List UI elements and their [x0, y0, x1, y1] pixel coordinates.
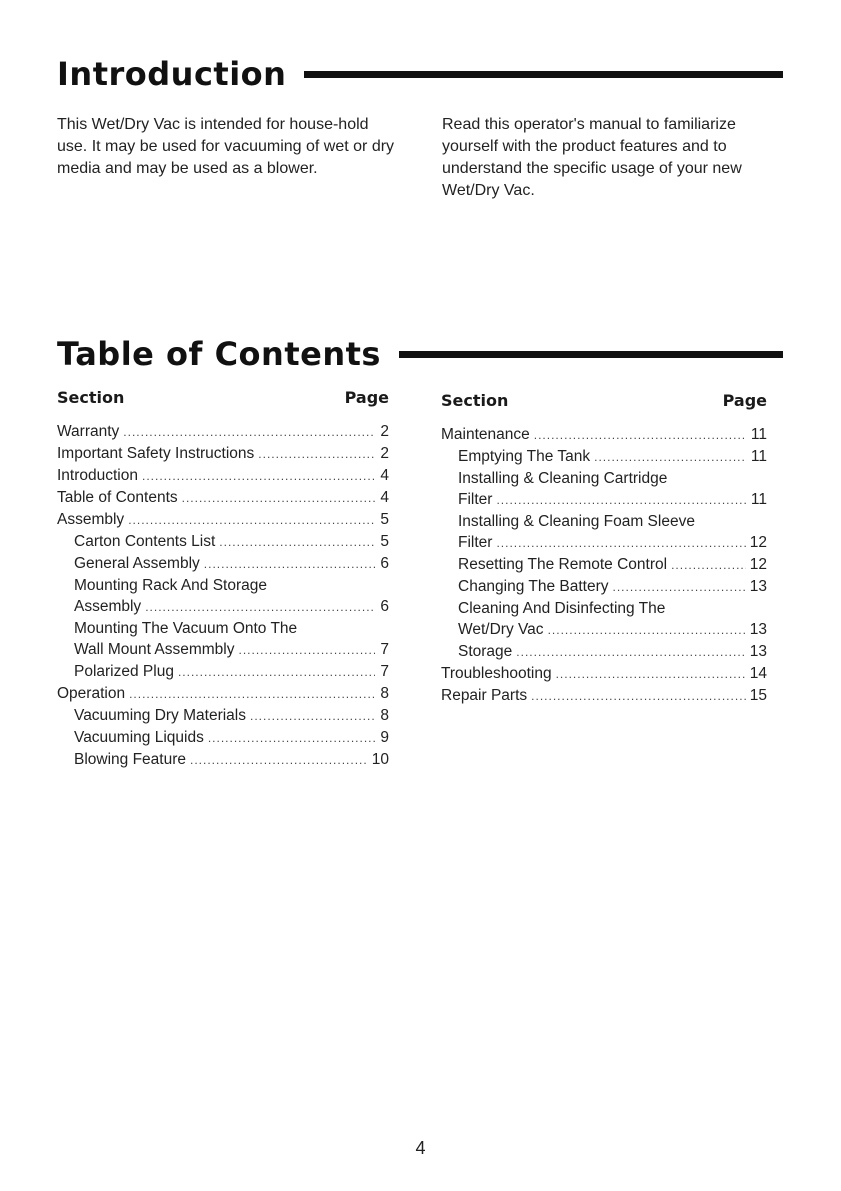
- dot-leader: [129, 684, 375, 705]
- toc-entry-label: Operation: [57, 685, 126, 702]
- toc-entry: [441, 685, 767, 707]
- dot-leader: [219, 532, 375, 553]
- toc-entry-label: Emptying The Tank: [458, 448, 591, 465]
- toc-entry: [441, 424, 767, 446]
- dot-leader: [178, 662, 375, 683]
- toc-entry-label: Installing & Cleaning Foam Sleeve: [458, 513, 695, 530]
- dot-leader: [182, 488, 375, 509]
- section-label: Section: [441, 391, 509, 410]
- toc-entry: [441, 619, 767, 641]
- dot-leader: [123, 422, 375, 443]
- toc-entry-label: Assembly: [57, 511, 125, 528]
- toc-entry-page: 12: [749, 534, 767, 551]
- toc-entry-page: 4: [380, 489, 389, 506]
- toc-entry: [57, 618, 389, 639]
- introduction-heading: [57, 55, 783, 93]
- toc-entry-page: 5: [380, 533, 389, 550]
- toc-entry: [441, 598, 767, 619]
- page-label: Page: [722, 391, 767, 410]
- toc-entry: [57, 749, 389, 771]
- toc-entry-page: 6: [380, 598, 389, 615]
- toc-entry-page: 7: [380, 641, 389, 658]
- toc-entry-label: Storage: [458, 643, 513, 660]
- toc-entry-label: Warranty: [57, 423, 120, 440]
- dot-leader: [258, 444, 375, 465]
- dot-leader: [534, 425, 747, 446]
- toc-entry-label: Cleaning And Disinfecting The: [458, 600, 666, 617]
- toc-entry-page: 11: [750, 491, 767, 508]
- toc-entry-label: Vacuuming Dry Materials: [74, 707, 246, 724]
- dot-leader: [204, 554, 375, 575]
- toc-entry-label: Troubleshooting: [441, 665, 552, 682]
- toc-heading: [57, 335, 783, 373]
- dot-leader: [548, 620, 746, 641]
- dot-leader: [250, 706, 375, 727]
- toc-entry-label: Wet/Dry Vac: [458, 621, 544, 638]
- toc-entry: [441, 532, 767, 554]
- toc-entry-label: Changing The Battery: [458, 578, 609, 595]
- toc-entry: [441, 489, 767, 511]
- toc-title: Table of Contents: [57, 335, 381, 373]
- toc-entry-label: Blowing Feature: [74, 751, 187, 768]
- toc-entry: [57, 553, 389, 575]
- section-label: Section: [57, 388, 125, 407]
- toc-entry: [57, 575, 389, 596]
- toc-entry: [57, 421, 389, 443]
- dot-leader: [613, 577, 746, 598]
- toc-entries: [57, 421, 389, 771]
- toc-entry-label: Assembly: [74, 598, 142, 615]
- introduction-title: Introduction: [57, 55, 287, 93]
- dot-leader: [671, 555, 746, 576]
- toc-entry: [441, 663, 767, 685]
- toc-entry: [57, 661, 389, 683]
- dot-leader: [496, 533, 745, 554]
- toc-column-header: [441, 391, 767, 410]
- toc-entry-page: 10: [371, 751, 389, 768]
- toc-entry-page: 11: [750, 426, 767, 443]
- dot-leader: [496, 490, 746, 511]
- toc-entry: [441, 576, 767, 598]
- toc-entry-label: Filter: [458, 534, 493, 551]
- toc-entry: [57, 509, 389, 531]
- dot-leader: [531, 686, 746, 707]
- toc-entry: [57, 487, 389, 509]
- toc-entry: [57, 465, 389, 487]
- toc-entry-page: 8: [380, 685, 389, 702]
- toc-entry-label: Introduction: [57, 467, 138, 484]
- toc-entry-page: 14: [749, 665, 767, 682]
- toc-entry: [441, 446, 767, 468]
- toc-entry-page: 13: [749, 578, 767, 595]
- heading-rule: [399, 351, 783, 358]
- toc-entry: [441, 468, 767, 489]
- toc-entry: [57, 727, 389, 749]
- toc-entry-label: Resetting The Remote Control: [458, 556, 668, 573]
- dot-leader: [142, 466, 375, 487]
- toc-entries: [441, 424, 767, 707]
- toc-entry-label: Vacuuming Liquids: [74, 729, 204, 746]
- toc-entry: [57, 705, 389, 727]
- toc-entry-label: Wall Mount Assemmbly: [74, 641, 235, 658]
- toc-column-right: [441, 391, 767, 707]
- dot-leader: [516, 642, 745, 663]
- toc-entry-label: Filter: [458, 491, 493, 508]
- toc-entry: [57, 683, 389, 705]
- toc-entry-page: 5: [380, 511, 389, 528]
- toc-entry-page: 7: [380, 663, 389, 680]
- toc-entry: [441, 641, 767, 663]
- dot-leader: [239, 640, 376, 661]
- intro-text-right: Read this operator's manual to familiarize yourself with the product features and to understand the specific usage of your new Wet/Dry Vac.: [442, 116, 742, 199]
- dot-leader: [145, 597, 375, 618]
- dot-leader: [594, 447, 747, 468]
- toc-entry: [441, 554, 767, 576]
- toc-entry-label: Maintenance: [441, 426, 530, 443]
- toc-entry-page: 12: [749, 556, 767, 573]
- toc-entry-page: 11: [750, 448, 767, 465]
- page-number: 4: [415, 1138, 426, 1158]
- toc-entry-label: Mounting Rack And Storage: [74, 577, 268, 594]
- toc-entry-page: 13: [749, 643, 767, 660]
- toc-entry: [57, 443, 389, 465]
- dot-leader: [128, 510, 375, 531]
- toc-entry-page: 4: [380, 467, 389, 484]
- toc-entry-page: 8: [380, 707, 389, 724]
- toc-entry-page: 2: [380, 423, 389, 440]
- toc-entry: [441, 511, 767, 532]
- toc-entry: [57, 596, 389, 618]
- toc-entry-page: 9: [380, 729, 389, 746]
- toc-entry-page: 2: [380, 445, 389, 462]
- dot-leader: [208, 728, 375, 749]
- toc-entry: [57, 639, 389, 661]
- toc-entry-label: Carton Contents List: [74, 533, 216, 550]
- toc-entry-label: General Assembly: [74, 555, 200, 572]
- heading-rule: [304, 71, 783, 78]
- toc-entry-label: Polarized Plug: [74, 663, 174, 680]
- toc-entry-label: Installing & Cleaning Cartridge: [458, 470, 668, 487]
- toc-entry-page: 15: [749, 687, 767, 704]
- toc-entry-label: Mounting The Vacuum Onto The: [74, 620, 298, 637]
- toc-entry-label: Important Safety Instructions: [57, 445, 255, 462]
- toc-column-left: [57, 388, 389, 771]
- toc-entry-page: 6: [380, 555, 389, 572]
- toc-column-header: [57, 388, 389, 407]
- toc-entry-page: 13: [749, 621, 767, 638]
- dot-leader: [556, 664, 746, 685]
- intro-text-left: This Wet/Dry Vac is intended for house-hold use. It may be used for vacuuming of wet or dry media and may be used as a blower.: [57, 116, 395, 177]
- toc-entry-label: Table of Contents: [57, 489, 178, 506]
- toc-entry: [57, 531, 389, 553]
- toc-entry-label: Repair Parts: [441, 687, 528, 704]
- dot-leader: [190, 750, 368, 771]
- page-label: Page: [344, 388, 389, 407]
